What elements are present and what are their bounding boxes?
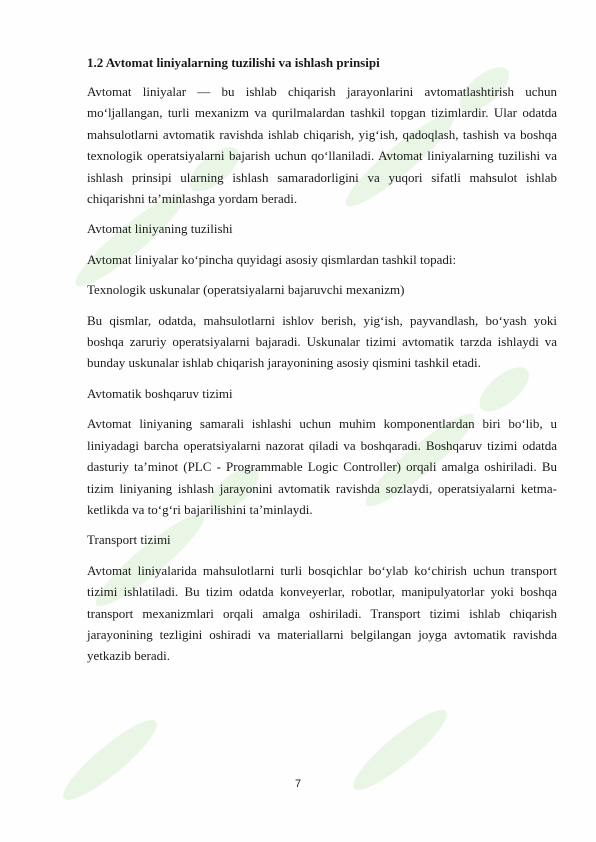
tech-title: Texnologik uskunalar (operatsiyalarni bajaruvchi mexanizm): [87, 282, 405, 298]
control-body: Avtomat liniyaning samarali ishlashi uchun muhim komponentlardan biri bo‘lib, u liniyadagi barcha operatsiyalarni nazorat qiladi va boshqaradi. Boshqaruv tizimi odatda dasturiy ta’minot (PLC - Programmable Logic Controller) orqali amalga oshiriladi. Bu tizim liniyaning ishlash jarayonini avtomatik ravishda sozlaydi, operatsiyalarni ketma-ketlikda va to‘g‘ri bajarilishini ta’minlaydi.: [87, 416, 557, 517]
transport-title: Transport tizimi: [87, 532, 171, 548]
tech-body: Bu qismlar, odatda, mahsulotlarni ishlov berish, yig‘ish, payvandlash, bo‘yash yoki boshqa zaruriy operatsiyalarni bajaradi. Uskunalar tizimi avtomatik tarzda ishlaydi va bunday uskunalar ishlab chiqarish jarayonining asosiy qismini tashkil etadi.: [87, 312, 557, 371]
transport-body: Avtomat liniyalarida mahsulotlarni turli bosqichlar bo‘ylab ko‘chirish uchun transport tizimi ishlatiladi. Bu tizim odatda konveyerlar, robotlar, manipulyatorlar yoki boshqa transport mexanizmlari orqali amalga oshiriladi. Transport tizimi ishlab chiqarish jarayonining tezligini oshiradi va materiallarni belgilangan joyga avtomatik ravishda yetkazib beradi.: [87, 562, 557, 664]
structure-intro: Avtomat liniyalar ko‘pincha quyidagi asosiy qismlardan tashkil topadi:: [87, 251, 457, 267]
page-content: [87, 54, 557, 676]
section-heading: 1.2 Avtomat liniyalarning tuzilishi va ishlash prinsipi: [87, 55, 380, 70]
control-title: Avtomatik boshqaruv tizimi: [87, 385, 233, 401]
structure-title: Avtomat liniyaning tuzilishi: [87, 221, 233, 237]
page-number: 7: [294, 778, 302, 790]
intro-paragraph: Avtomat liniyalar — bu ishlab chiqarish jarayonlarini avtomatlashtirish uchun mo‘ljallangan, turli mexanizm va qurilmalardan tashkil topgan tizimlardir. Ular odatda mahsulotlarni avtomatik ravishda ishlab chiqarish, yig‘ish, qadoqlash, tashish va boshqa texnologik operatsiyalarni bajarish uchun qo‘llaniladi. Avtomat liniyalarning tuzilishi va ishlash prinsipi ularning ishlash samaradorligini va yuqori sifatli mahsulot ishlab chiqarishni ta’minlashga yordam beradi.: [87, 84, 557, 207]
